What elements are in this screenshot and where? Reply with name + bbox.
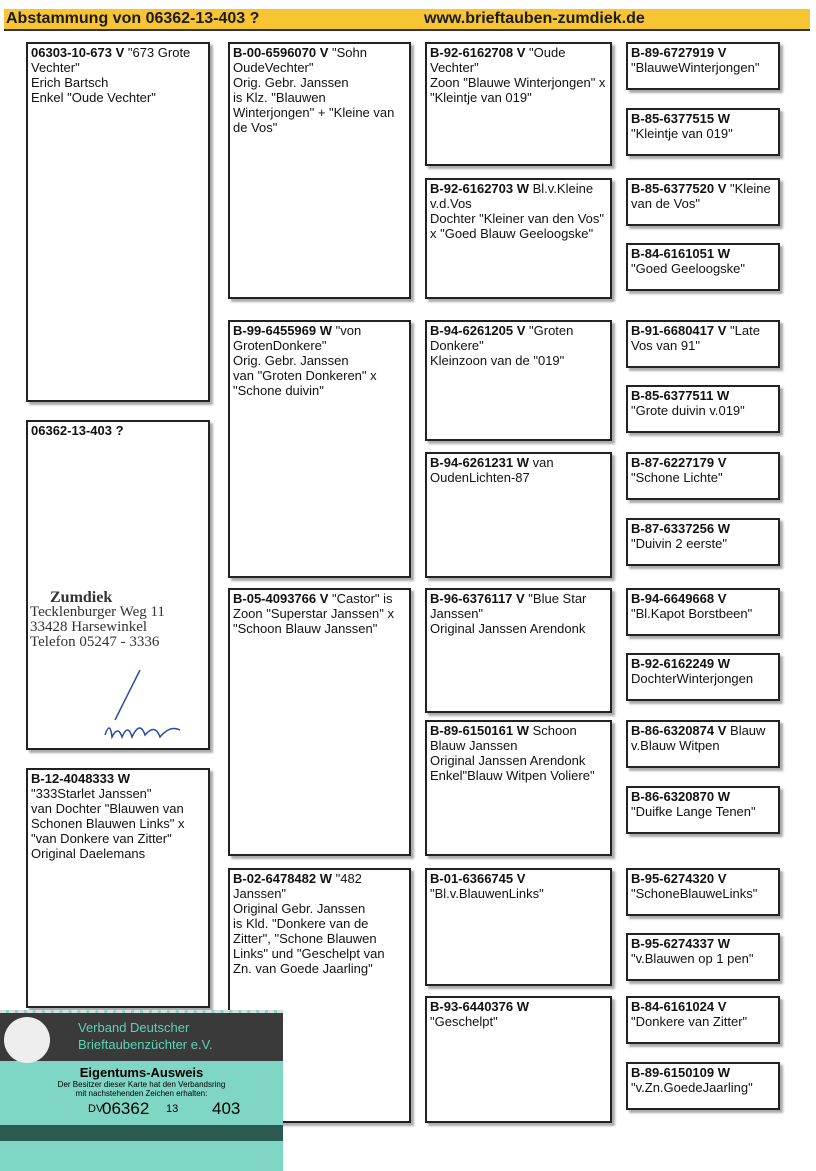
pedigree-box-b-95-6274337-w <box>626 933 780 981</box>
bird-description: "Oude Vechter" Zoon "Blauwe Winterjongen" x "Kleintje van 019" <box>430 45 606 105</box>
bird-description: DochterWinterjongen <box>631 671 754 686</box>
ring-number: B-95-6274337 W <box>631 936 730 951</box>
ring-number: B-84-6161024 V <box>631 999 727 1014</box>
pedigree-box-b-84-6161024-v <box>626 996 780 1044</box>
ring-number: B-01-6366745 V <box>430 871 526 886</box>
card-org-line2: Brieftaubenzüchter e.V. <box>78 1037 213 1052</box>
bird-description: "Bl.v.BlauwenLinks" <box>430 886 544 901</box>
pedigree-box-b-92-6162249-w <box>626 653 780 701</box>
dove-logo-icon <box>4 1017 50 1063</box>
ring-number: B-85-6377511 W <box>631 388 730 403</box>
bird-description: Blauw v.Blauw Witpen <box>631 723 770 753</box>
pedigree-box-b-92-6162703-w <box>425 178 612 299</box>
bird-description: "Blue Star Janssen" Original Janssen Arendonk <box>430 591 587 636</box>
ring-number: B-94-6649668 V <box>631 591 727 606</box>
bird-description: "von GrotenDonkere" Orig. Gebr. Janssen van "Groten Donkeren" x "Schone duivin" <box>233 323 377 398</box>
bird-description: "Castor" is Zoon "Superstar Janssen" x "Schoon Blauw Janssen" <box>233 591 398 636</box>
stamp-phone: Telefon 05247 - 3336 <box>30 634 160 650</box>
pedigree-box-b-01-6366745-v <box>425 868 612 986</box>
ring-number: B-94-6261205 V <box>430 323 526 338</box>
pedigree-box-b-85-6377520-v <box>626 178 780 226</box>
bird-description: Schoon Blauw Janssen Original Janssen Arendonk Enkel"Blauw Witpen Voliere" <box>430 723 595 783</box>
card-year: 13 <box>166 1103 179 1115</box>
pedigree-box-b-85-6377511-w <box>626 385 780 433</box>
pedigree-box-b-94-6261205-v <box>425 320 612 441</box>
pedigree-box-b-86-6320874-v <box>626 720 780 768</box>
bird-description: "Kleintje van 019" <box>631 126 733 141</box>
pedigree-box-b-92-6162708-v <box>425 42 612 166</box>
bird-description: "Late Vos van 91" <box>631 323 764 353</box>
stamp-name: Zumdiek <box>50 589 113 606</box>
pedigree-box-b-00-6596070-v <box>228 42 411 299</box>
bird-description: "v.Blauwen op 1 pen" <box>631 951 754 966</box>
ring-number: B-02-6478482 W <box>233 871 332 886</box>
ring-number: B-89-6150161 W <box>430 723 529 738</box>
bird-description: "Donkere van Zitter" <box>631 1014 748 1029</box>
pedigree-box-b-99-6455969-w <box>228 320 411 578</box>
ownership-card <box>0 1010 283 1171</box>
bird-description: "Sohn OudeVechter" Orig. Gebr. Janssen is Klz. "Blauwen Winterjongen" + "Kleine van de Vos" <box>233 45 395 135</box>
bird-description: "673 Grote Vechter" Erich Bartsch Enkel "Oude Vechter" <box>31 45 191 105</box>
bird-description: van OudenLichten-87 <box>430 455 558 485</box>
ring-number: 06362-13-403 ? <box>31 423 124 438</box>
card-org-line1: Verband Deutscher <box>78 1020 190 1035</box>
ring-number: B-87-6337256 W <box>631 521 730 536</box>
pedigree-box-06303-10-673-v <box>26 42 210 402</box>
ring-number: B-94-6261231 W <box>430 455 529 470</box>
pedigree-box-b-85-6377515-w <box>626 108 780 156</box>
bird-description: Bl.v.Kleine v.d.Vos Dochter "Kleiner van den Vos" x "Goed Blauw Geeloogske" <box>430 181 604 241</box>
bird-description: "Geschelpt" <box>430 1014 498 1029</box>
bird-description: "482 Janssen" Original Gebr. Janssen is Kld. "Donkere van de Zitter", "Schone Blauwen Links" und "Geschelpt van Zn. van Goede Jaarling" <box>233 871 385 976</box>
ring-number: B-05-4093766 V <box>233 591 329 606</box>
breeder-stamp <box>30 590 165 650</box>
website-link[interactable]: www.brieftauben-zumdiek.de <box>424 10 645 27</box>
pedigree-box-b-95-6274320-v <box>626 868 780 916</box>
card-subtitle-1: Der Besitzer dieser Karte hat den Verbandsring <box>57 1080 226 1089</box>
bird-description: "v.Zn.GoedeJaarling" <box>631 1080 753 1095</box>
card-title: Eigentums-Ausweis <box>79 1065 204 1080</box>
stamp-street: Tecklenburger Weg 11 <box>30 604 165 620</box>
bird-description: "Groten Donkere" Kleinzoon van de "019" <box>430 323 574 368</box>
bird-description: "Schone Lichte" <box>631 470 723 485</box>
pedigree-box-b-87-6227179-v <box>626 452 780 500</box>
ring-number: B-85-6377520 V <box>631 181 727 196</box>
pedigree-box-b-93-6440376-w <box>425 996 612 1123</box>
bird-description: "SchoneBlauweLinks" <box>631 886 758 901</box>
header-bar <box>4 9 810 31</box>
pedigree-box-b-84-6161051-w <box>626 243 780 291</box>
pedigree-box-b-12-4048333-w <box>26 768 210 1008</box>
ring-number: B-86-6320874 V <box>631 723 727 738</box>
pedigree-box-b-89-6727919-v <box>626 42 780 90</box>
signature <box>100 665 190 745</box>
ring-number: B-85-6377515 W <box>631 111 730 126</box>
card-dv: DV <box>88 1103 104 1115</box>
pedigree-box-b-94-6261231-w <box>425 452 612 578</box>
ring-number: B-86-6320870 W <box>631 789 730 804</box>
card-band <box>0 1125 283 1141</box>
bird-description: "Grote duivin v.019" <box>631 403 745 418</box>
ring-number: B-92-6162703 W <box>430 181 529 196</box>
ring-number: B-87-6227179 V <box>631 455 727 470</box>
ring-number: B-89-6727919 V <box>631 45 727 60</box>
bird-description: "333Starlet Janssen" van Dochter "Blauwen van Schonen Blauwen Links" x "van Donkere van Zitter" Original Daelemans <box>31 786 185 861</box>
card-subtitle-2: mit nachstehenden Zeichen erhalten: <box>75 1089 208 1098</box>
pedigree-box-b-96-6376117-v <box>425 588 612 713</box>
ring-number: B-12-4048333 W <box>31 771 130 786</box>
bird-description: "BlauweWinterjongen" <box>631 60 760 75</box>
ring-number: B-89-6150109 W <box>631 1065 730 1080</box>
ring-number: B-84-6161051 W <box>631 246 730 261</box>
card-ring: 403 <box>212 1099 241 1118</box>
pedigree-box-b-86-6320870-w <box>626 786 780 834</box>
ring-number: B-99-6455969 W <box>233 323 332 338</box>
ring-number: B-96-6376117 V <box>430 591 525 606</box>
page-title: Abstammung von 06362-13-403 ? <box>6 10 260 27</box>
bird-description: "Kleine van de Vos" <box>631 181 775 211</box>
bird-description: "Duivin 2 eerste" <box>631 536 727 551</box>
ring-number: 06303-10-673 V <box>31 45 125 60</box>
pedigree-box-b-87-6337256-w <box>626 518 780 566</box>
pedigree-box-b-89-6150109-w <box>626 1062 780 1110</box>
bird-description: "Goed Geeloogske" <box>631 261 746 276</box>
pedigree-box-b-89-6150161-w <box>425 720 612 856</box>
ring-number: B-95-6274320 V <box>631 871 727 886</box>
ring-number: B-91-6680417 V <box>631 323 727 338</box>
bird-description: "Bl.Kapot Borstbeen" <box>631 606 753 621</box>
pedigree-box-b-91-6680417-v <box>626 320 780 368</box>
ring-number: B-92-6162708 V <box>430 45 526 60</box>
pedigree-box-b-05-4093766-v <box>228 588 411 856</box>
bird-description: "Duifke Lange Tenen" <box>631 804 756 819</box>
ring-number: B-93-6440376 W <box>430 999 529 1014</box>
ring-number: B-00-6596070 V <box>233 45 329 60</box>
card-number: 06362 <box>102 1099 150 1118</box>
stamp-city: 33428 Harsewinkel <box>30 619 148 635</box>
ring-number: B-92-6162249 W <box>631 656 730 671</box>
pedigree-box-b-94-6649668-v <box>626 588 780 636</box>
